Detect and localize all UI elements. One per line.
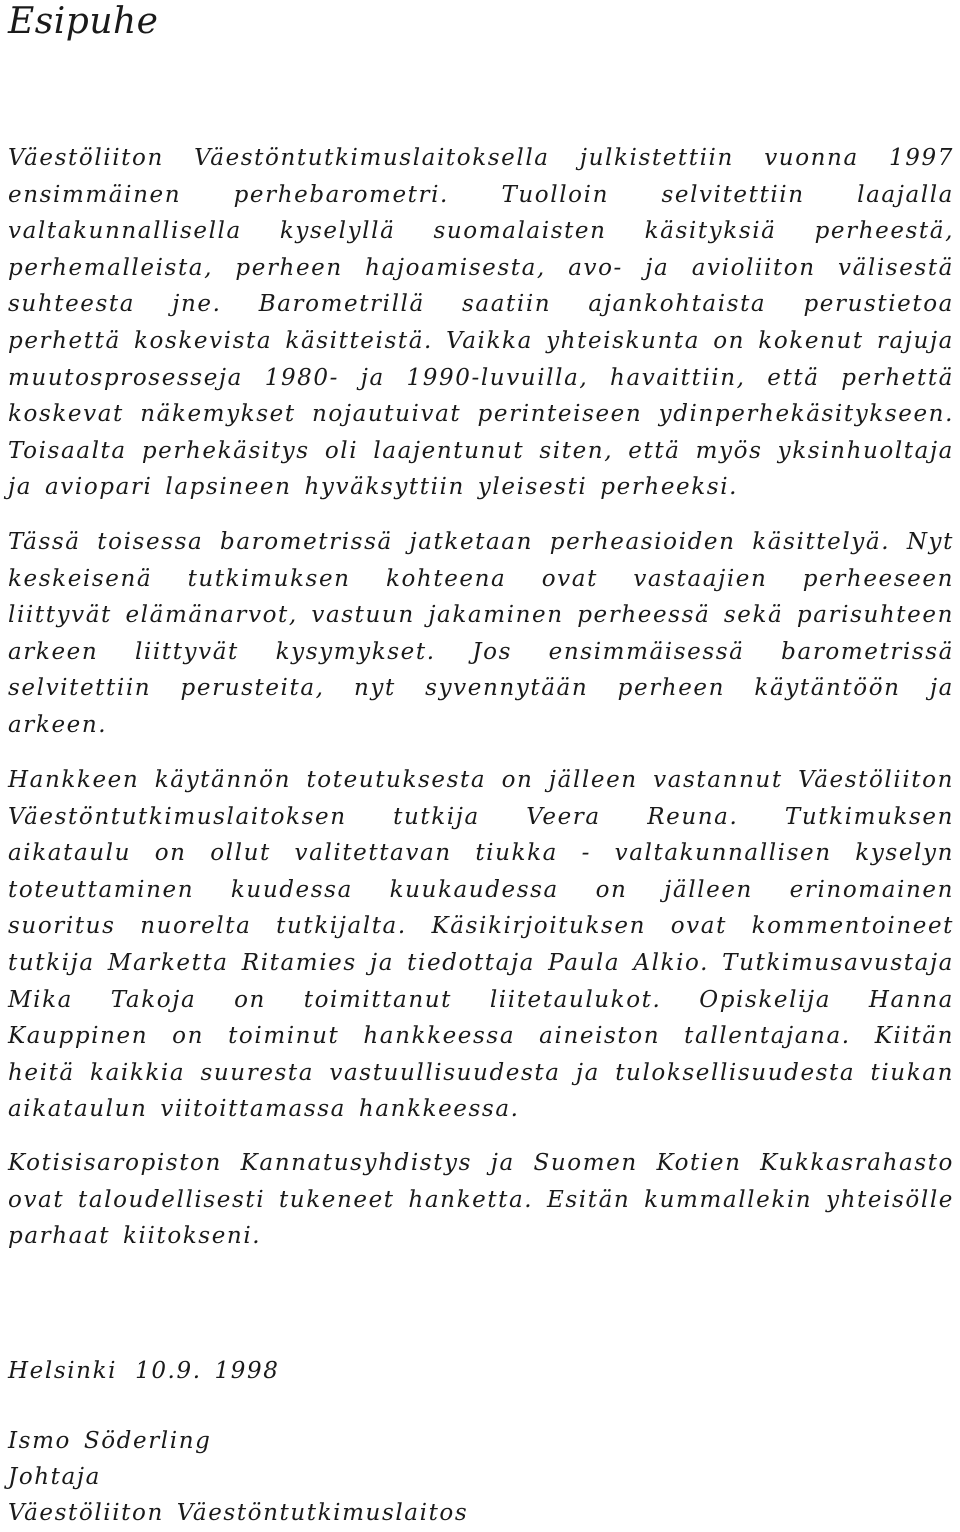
signature-place-date: [8, 1353, 279, 1390]
paragraph-acknowledgements: Hankkeen käytännön toteutuksesta on jälleen vastannut Väestöliiton Väestöntutkimuslaitoksen tutkija Veera Reuna. Tutkimuksen aikataulu on ollut valitettavan tiukka - valtakunnallisen kyselyn toteuttaminen kuudessa kuukaudessa on jälleen erinomainen suoritus nuorelta tutkijalta. Käsikirjoituksen ovat kommentoineet tutkija Marketta Ritamies ja tiedottaja Paula Alkio. Tutkimusavustaja Mika Takoja on toimittanut liitetaulukot. Opiskelija Hanna Kauppinen on toiminut hankkeessa aineiston tallentajana. Kiitän heitä kaikkia suuresta vastuullisuudesta ja tuloksellisuudesta tiukan aikataulun viitoittamassa hankkeessa.: [8, 767, 954, 1123]
paragraph-funding: Kotisisaropiston Kannatusyhdistys ja Suomen Kotien Kukkasrahasto ovat taloudellisesti tukeneet hanketta. Esitän kummallekin yhteisölle parhaat kiitokseni.: [8, 1150, 954, 1250]
signature-name: Ismo Söderling: [8, 1428, 212, 1454]
signature-date: 10.9. 1998: [135, 1358, 280, 1384]
signature-role: Johtaja: [8, 1464, 101, 1490]
paragraph-intro: Väestöliiton Väestöntutkimuslaitoksella julkistettiin vuonna 1997 ensimmäinen perhebarometri. Tuolloin selvitettiin laajalla valtakunnallisella kyselyllä suomalaisten käsityksiä perheestä, perhemalleista, perheen hajoamisesta, avo- ja avioliiton välisestä suhteesta jne. Barometrillä saatiin ajankohtaista perustietoa perhettä koskevista käsitteistä. Vaikka yhteiskunta on kokenut rajuja muutosprosesseja 1980- ja 1990-luvuilla, havaittiin, että perhettä koskevat näkemykset nojautuivat perinteiseen ydinperhekäsitykseen. Toisaalta perhekäsitys oli laajentunut siten, että myös yksinhuoltaja ja aviopari lapsineen hyväksyttiin yleisesti perheeksi.: [8, 145, 954, 501]
page-title: Esipuhe: [8, 1, 159, 42]
signature-place: Helsinki: [8, 1358, 118, 1384]
signature-organization: Väestöliiton Väestöntutkimuslaitos: [8, 1500, 469, 1526]
paragraph-second-barometer: Tässä toisessa barometrissä jatketaan perheasioiden käsittelyä. Nyt keskeisenä tutkimuksen kohteena ovat vastaajien perheeseen liittyvät elämänarvot, vastuun jakaminen perheessä sekä parisuhteen arkeen liittyvät kysymykset. Jos ensimmäisessä barometrissä selvitettiin perusteita, nyt syvennytään perheen käytäntöön ja arkeen.: [8, 529, 954, 738]
